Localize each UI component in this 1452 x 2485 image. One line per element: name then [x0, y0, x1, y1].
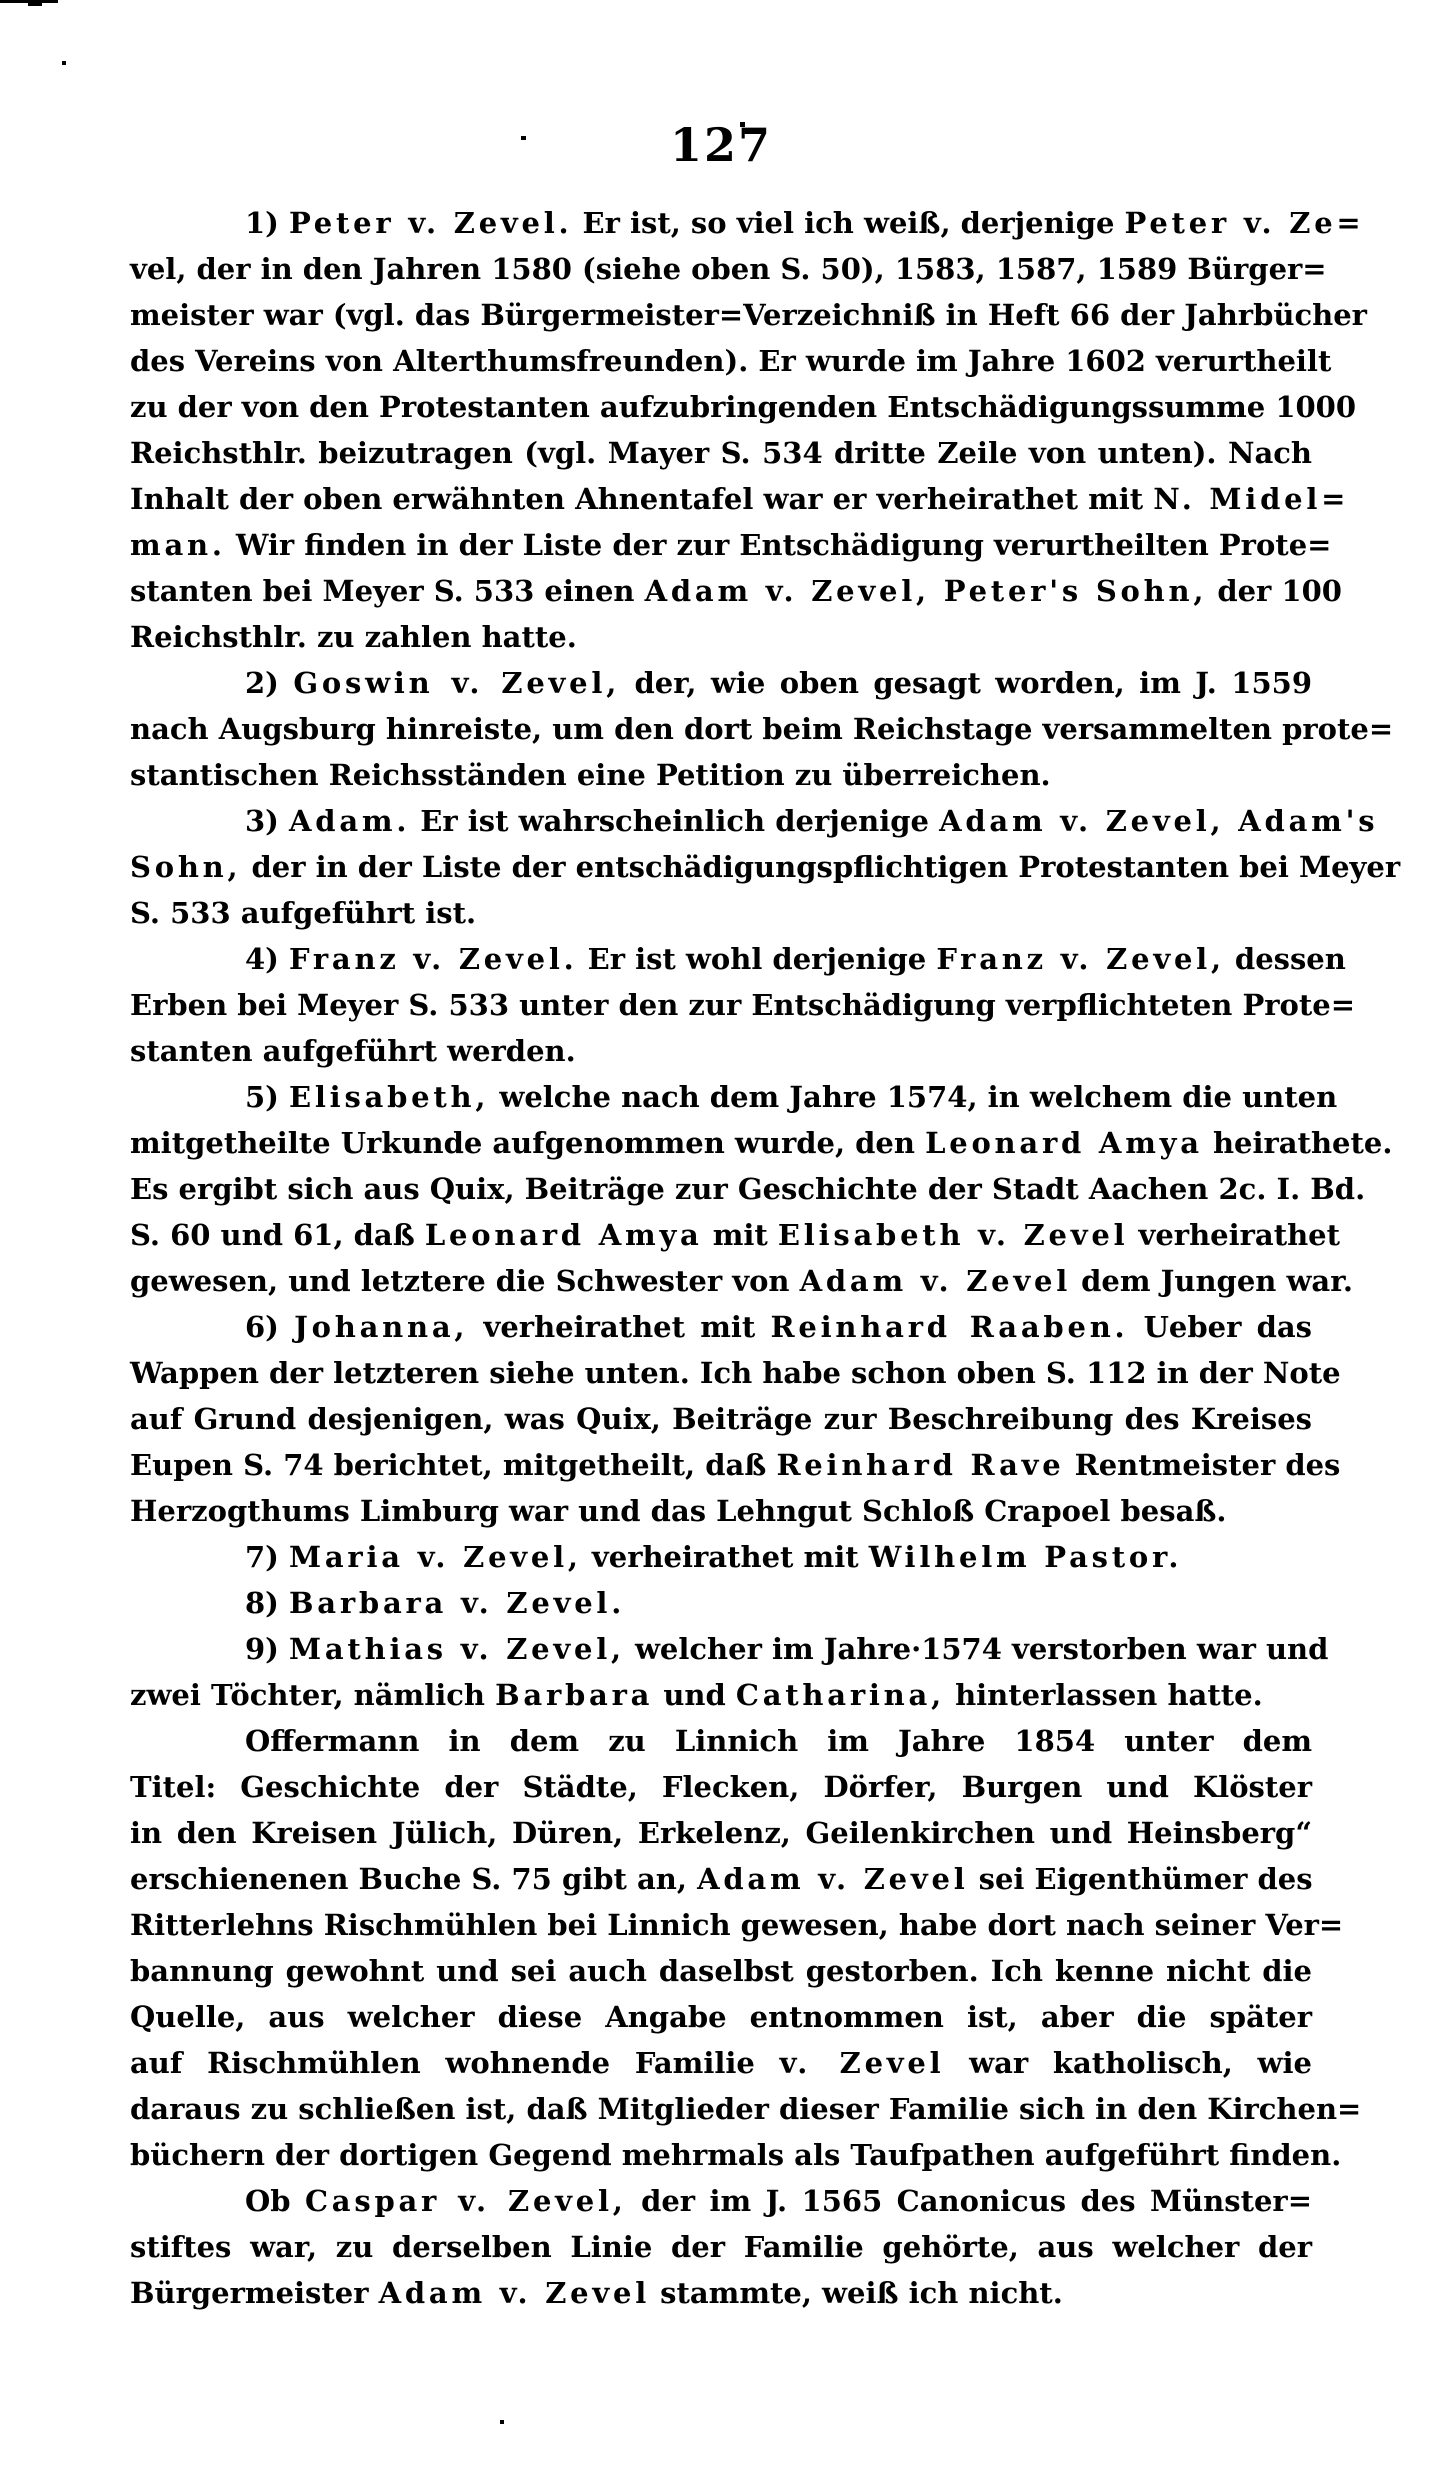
- emphasized-name: Adam v. Zevel, Peter's Sohn,: [644, 574, 1208, 608]
- text-line: 5) Elisabeth, welche nach dem Jahre 1574, in welchem die unten: [245, 1080, 1338, 1114]
- text-line: büchern der dortigen Gegend mehrmals als Taufpathen aufgeführt finden.: [130, 2138, 1342, 2172]
- text-line: vel, der in den Jahren 1580 (siehe oben S. 50), 1583, 1587, 1589 Bürger=: [130, 252, 1327, 286]
- emphasized-name: Reinhard Rave: [776, 1448, 1065, 1482]
- text-line: Titel: Geschichte der Städte, Flecken, Dörfer, Burgen und Klöster: [130, 1770, 1312, 1804]
- text-line: bannung gewohnt und sei auch daselbst gestorben. Ich kenne nicht die: [130, 1954, 1312, 1988]
- text-line: Quelle, aus welcher diese Angabe entnommen ist, aber die später: [130, 2000, 1312, 2034]
- emphasized-name: Goswin v. Zevel,: [293, 666, 621, 700]
- text-line: Wappen der letzteren siehe unten. Ich habe schon oben S. 112 in der Note: [130, 1356, 1341, 1390]
- text-line: Sohn, der in der Liste der entschädigungspflichtigen Protestanten bei Meyer: [130, 850, 1401, 884]
- text-line: 1) Peter v. Zevel. Er ist, so viel ich weiß, derjenige Peter v. Ze=: [245, 206, 1365, 240]
- text-line: daraus zu schließen ist, daß Mitglieder dieser Familie sich in den Kirchen=: [130, 2092, 1362, 2126]
- page-number: 127: [669, 118, 773, 172]
- emphasized-name: Elisabeth,: [289, 1080, 490, 1114]
- text-line: gewesen, und letztere die Schwester von Adam v. Zevel dem Jungen war.: [130, 1264, 1353, 1298]
- text-line: 2) Goswin v. Zevel, der, wie oben gesagt worden, im J. 1559: [245, 666, 1313, 700]
- emphasized-name: Catharina,: [735, 1678, 945, 1712]
- scan-artifact-blob: [28, 0, 42, 6]
- scan-artifact-dot: [62, 61, 66, 65]
- emphasized-name: Mathias v. Zevel,: [289, 1632, 625, 1666]
- text-line: stanten bei Meyer S. 533 einen Adam v. Zevel, Peter's Sohn, der 100: [130, 574, 1342, 608]
- emphasized-name: Peter v. Ze=: [1124, 206, 1365, 240]
- emphasized-name: Franz v. Zevel.: [289, 942, 578, 976]
- text-line: 8) Barbara v. Zevel.: [245, 1586, 626, 1620]
- emphasized-name: Leonard Amya: [925, 1126, 1203, 1160]
- emphasized-name: Wilhelm Pastor.: [868, 1540, 1183, 1574]
- emphasized-name: Barbara: [495, 1678, 654, 1712]
- text-line: 3) Adam. Er ist wahrscheinlich derjenige Adam v. Zevel, Adam's: [245, 804, 1379, 838]
- text-block: [130, 200, 1401, 2316]
- emphasized-name: Johanna,: [294, 1310, 469, 1344]
- text-line: auf Grund desjenigen, was Quix, Beiträge zur Beschreibung des Kreises: [130, 1402, 1312, 1436]
- text-line: meister war (vgl. das Bürgermeister=Verzeichniß in Heft 66 der Jahrbücher: [130, 298, 1367, 332]
- emphasized-name: Barbara v. Zevel.: [289, 1586, 626, 1620]
- emphasized-name: v. Zevel: [779, 2046, 945, 2080]
- text-line: 7) Maria v. Zevel, verheirathet mit Wilhelm Pastor.: [245, 1540, 1183, 1574]
- emphasized-name: Peter v. Zevel.: [289, 206, 573, 240]
- emphasized-name: man.: [130, 528, 226, 562]
- text-line: 6) Johanna, verheirathet mit Reinhard Raaben. Ueber das: [245, 1310, 1312, 1344]
- emphasized-name: Adam v. Zevel: [799, 1264, 1072, 1298]
- text-line: Reichsthlr. zu zahlen hatte.: [130, 620, 577, 654]
- emphasized-name: Franz v. Zevel,: [936, 942, 1225, 976]
- emphasized-name: Adam v. Zevel, Adam's: [939, 804, 1379, 838]
- text-line: zu der von den Protestanten aufzubringenden Entschädigungssumme 1000: [130, 390, 1357, 424]
- text-line: erschienenen Buche S. 75 gibt an, Adam v. Zevel sei Eigenthümer des: [130, 1862, 1313, 1896]
- text-line: Ritterlehns Rischmühlen bei Linnich gewesen, habe dort nach seiner Ver=: [130, 1908, 1344, 1942]
- text-line: Erben bei Meyer S. 533 unter den zur Entschädigung verpflichteten Prote=: [130, 988, 1356, 1022]
- text-line: Offermann in dem zu Linnich im Jahre 1854 unter dem: [245, 1724, 1312, 1758]
- emphasized-name: N. Midel=: [1153, 482, 1350, 516]
- text-line: stiftes war, zu derselben Linie der Familie gehörte, aus welcher der: [130, 2230, 1312, 2264]
- text-line: Herzogthums Limburg war und das Lehngut Schloß Crapoel besaß.: [130, 1494, 1227, 1528]
- text-line: 9) Mathias v. Zevel, welcher im Jahre·1574 verstorben war und: [245, 1632, 1329, 1666]
- text-line: S. 533 aufgeführt ist.: [130, 896, 477, 930]
- scan-artifact-dot: [500, 2420, 504, 2424]
- text-line: nach Augsburg hinreiste, um den dort beim Reichstage versammelten prote=: [130, 712, 1394, 746]
- emphasized-name: Maria v. Zevel,: [289, 1540, 582, 1574]
- text-line: Ob Caspar v. Zevel, der im J. 1565 Canonicus des Münster=: [245, 2184, 1312, 2218]
- text-line: stantischen Reichsständen eine Petition zu überreichen.: [130, 758, 1051, 792]
- text-line: des Vereins von Alterthumsfreunden). Er wurde im Jahre 1602 verurtheilt: [130, 344, 1332, 378]
- emphasized-name: Caspar v. Zevel,: [304, 2184, 627, 2218]
- text-line: man. Wir finden in der Liste der zur Entschädigung verurtheilten Prote=: [130, 528, 1332, 562]
- text-line: Inhalt der oben erwähnten Ahnentafel war er verheirathet mit N. Midel=: [130, 482, 1350, 516]
- emphasized-name: Sohn,: [130, 850, 242, 884]
- emphasized-name: Adam v. Zevel: [697, 1862, 969, 1896]
- text-line: S. 60 und 61, daß Leonard Amya mit Elisabeth v. Zevel verheirathet: [130, 1218, 1341, 1252]
- emphasized-name: Adam.: [289, 804, 411, 838]
- emphasized-name: Leonard Amya: [424, 1218, 703, 1252]
- text-line: in den Kreisen Jülich, Düren, Erkelenz, Geilenkirchen und Heinsberg“: [130, 1816, 1312, 1850]
- emphasized-name: Elisabeth v. Zevel: [777, 1218, 1129, 1252]
- text-line: stanten aufgeführt werden.: [130, 1034, 576, 1068]
- text-line: Eupen S. 74 berichtet, mitgetheilt, daß Reinhard Rave Rentmeister des: [130, 1448, 1341, 1482]
- text-line: 4) Franz v. Zevel. Er ist wohl derjenige Franz v. Zevel, dessen: [245, 942, 1346, 976]
- text-line: Bürgermeister Adam v. Zevel stammte, weiß ich nicht.: [130, 2276, 1063, 2310]
- emphasized-name: Adam v. Zevel: [378, 2276, 651, 2310]
- text-line: Reichsthlr. beizutragen (vgl. Mayer S. 534 dritte Zeile von unten). Nach: [130, 436, 1312, 470]
- emphasized-name: Reinhard Raaben.: [770, 1310, 1129, 1344]
- text-line: auf Rischmühlen wohnende Familie v. Zevel war katholisch, wie: [130, 2046, 1312, 2080]
- text-line: zwei Töchter, nämlich Barbara und Catharina, hinterlassen hatte.: [130, 1678, 1263, 1712]
- text-line: Es ergibt sich aus Quix, Beiträge zur Geschichte der Stadt Aachen 2c. I. Bd.: [130, 1172, 1366, 1206]
- text-line: mitgetheilte Urkunde aufgenommen wurde, den Leonard Amya heirathete.: [130, 1126, 1393, 1160]
